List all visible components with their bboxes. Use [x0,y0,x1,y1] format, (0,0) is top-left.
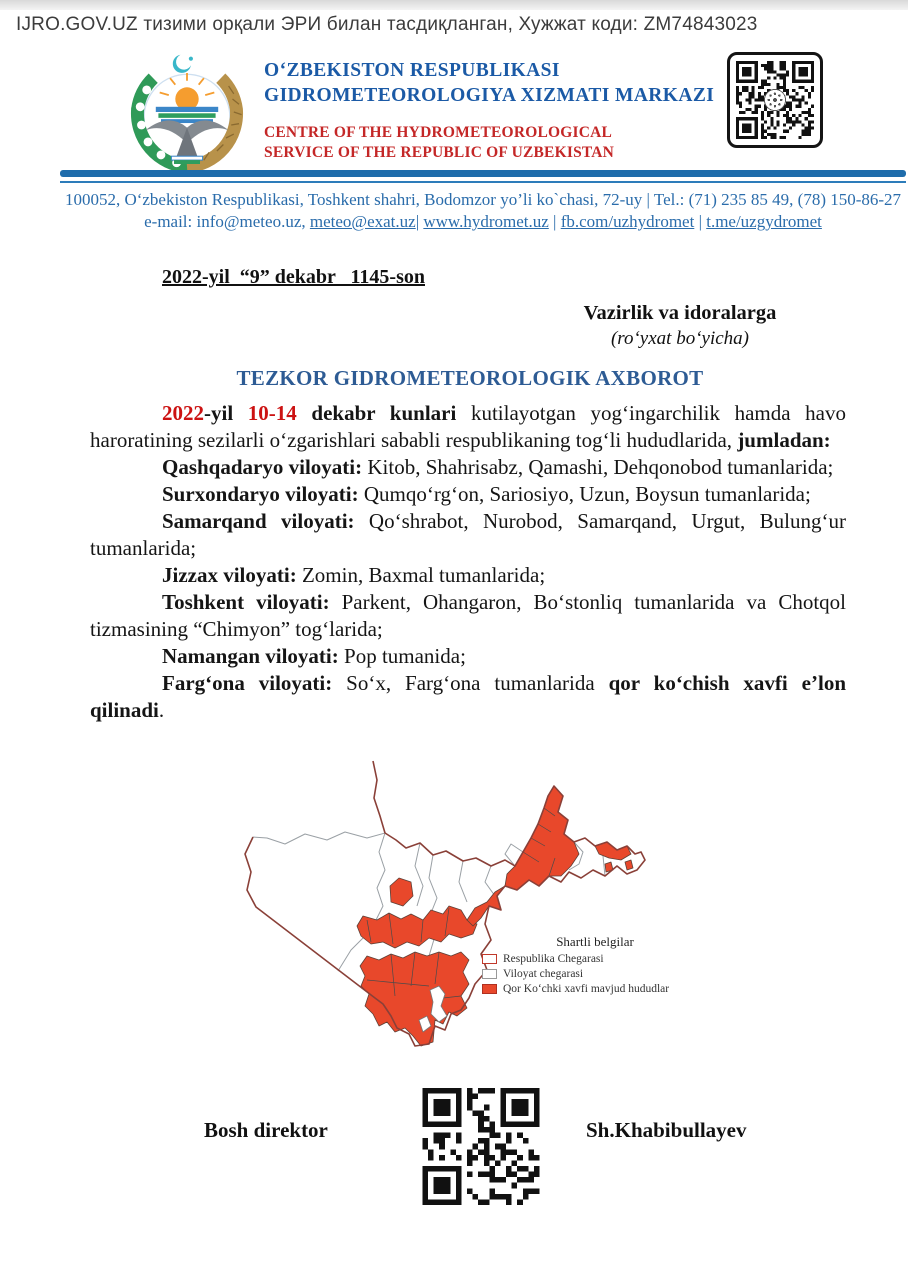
text-segment: dekabr kunlari [296,401,471,425]
text-segment: -yil [204,401,248,425]
document-body [90,400,846,724]
contact-address-line: 100052, O‘zbekiston Respublikasi, Toshkent shahri, Bodomzor yo’li ko`chasi, 72-uy | Tel.: (71) 235 85 49, (78) 150-86-27 [64,190,902,209]
text-segment: kutilayotgan yog‘ingarchilik hamda havo haroratining sezilarli o‘zgarishlari sababli respublikaning tog‘li hududlarida, [90,401,847,452]
text-segment: Qumqo‘rg‘on, Sariosiyo, Uzun, Boysun tumanlarida; [363,482,811,506]
contact-block [60,189,906,233]
contact-text: e-mail: info@meteo.uz, [144,212,310,231]
contact-text: | [548,212,561,231]
text-segment: 2022 [162,401,204,425]
body-paragraph [90,643,846,670]
contact-text: | [415,212,424,231]
text-segment: Samarqand viloyati: [162,509,369,533]
text-segment: 10-14 [247,401,297,425]
body-paragraph [90,400,846,454]
text-segment: jumladan: [737,428,831,452]
text-segment: Parkent, Ohangaron, Bo‘stonliq tumanlarida va Chotqol tizmasining “Chimyon” tog‘larida; [90,590,846,641]
legend-swatch-outline-gray-icon [482,969,497,979]
legend-items [482,953,697,995]
text-segment: . [158,698,165,722]
text-segment: Qo‘shrabot, Nurobod, Samarqand, Urgut, Bulung‘ur tumanlarida; [90,509,846,560]
contact-link[interactable]: meteo@exat.uz [309,212,416,231]
text-segment: Qashqadaryo viloyati: [162,455,368,479]
signature-role-label: Bosh direktor [204,1118,328,1142]
header-qr-code [727,52,823,148]
uzbekistan-emblem-logo [122,46,252,178]
signature-qr-code-icon [420,1088,542,1205]
header-divider-thick [60,170,906,177]
text-segment: Pop tumanida; [344,644,466,668]
signature-name: Sh.Khabibullayev [586,1118,747,1142]
legend-label: Qor Ko‘chki xavfi mavjud hududlar [503,983,670,995]
org-name-uz-line2: GIDROMETEOROLOGIYA XIZMATI MARKAZI [264,85,715,106]
legend-title: Shartli belgilar [556,934,634,949]
body-paragraph [90,481,846,508]
text-segment: Surxondaryo viloyati: [162,482,364,506]
text-segment: Jizzax viloyati: [162,563,302,587]
text-segment: So‘x, Farg‘ona tumanlarida [346,671,609,695]
organization-names [264,58,724,163]
map-legend [482,934,697,998]
contact-link[interactable]: t.me/uzgydromet [706,212,822,231]
text-segment: Farg‘ona viloyati: [162,671,347,695]
org-name-en-line2: SERVICE OF THE REPUBLIC OF UZBEKISTAN [264,144,615,161]
contact-link[interactable]: www.hydromet.uz [423,212,549,231]
org-name-en-line1: CENTRE OF THE HYDROMETEOROLOGICAL [264,124,613,141]
signature-confirmation-bar [16,14,896,36]
legend-label: Respublika Chegarasi [503,953,604,965]
document-title: TEZKOR GIDROMETEOROLOGIK AXBOROT [236,366,704,390]
legend-swatch-fill-red-icon [482,984,497,994]
header-divider-thin [60,181,906,183]
legend-item [482,968,697,980]
uzbekistan-map [233,758,703,1058]
body-paragraph [90,508,846,562]
text-segment: Kitob, Shahrisabz, Qamashi, Dehqonobod tumanlarida; [367,455,834,479]
addressee: Vazirlik va idoralarga [583,302,777,324]
text-segment: Zomin, Baxmal tumanlarida; [301,563,546,587]
legend-label: Viloyat chegarasi [503,968,584,980]
org-name-uz-line1: O‘ZBEKISTON RESPUBLIKASI [264,60,560,81]
qr-code-icon [736,61,814,139]
text-segment: Toshkent viloyati: [162,590,342,614]
body-paragraph [90,454,846,481]
document-date-number: 2022-yil “9” dekabr 1145-son [162,266,425,288]
legend-item [482,983,697,995]
legend-swatch-outline-red-icon [482,954,497,964]
legend-item [482,953,697,965]
body-paragraph [90,562,846,589]
contact-text: | [694,212,707,231]
contact-link[interactable]: fb.com/uzhydromet [560,212,695,231]
body-paragraph [90,589,846,643]
text-segment: qor ko‘chish xavfi e’lon qilinadi [90,671,846,722]
confirmation-text: IJRO.GOV.UZ тизими орқали ЭРИ билан тасдиқланган, Хужжат коди: ZM74843023 [16,14,758,35]
text-segment: Namangan viloyati: [162,644,345,668]
top-strip [0,0,908,10]
contact-links-line [60,211,906,233]
addressee-note: (ro‘yxat bo‘yicha) [610,328,750,349]
body-paragraph [90,670,846,724]
